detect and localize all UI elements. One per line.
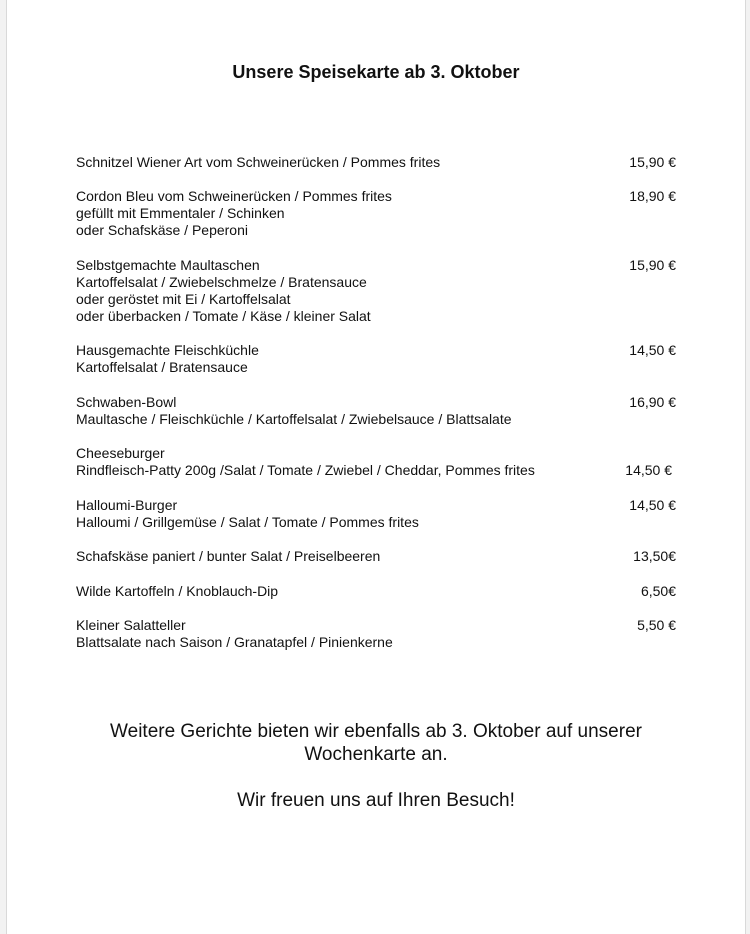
- item-description: Kartoffelsalat / Bratensauce: [76, 359, 248, 375]
- item-price: 14,50 €: [629, 497, 676, 513]
- menu-item-wilde-kartoffeln: [76, 583, 676, 600]
- item-description: Halloumi / Grillgemüse / Salat / Tomate / Pommes frites: [76, 514, 419, 530]
- item-description: Kartoffelsalat / Zwiebelschmelze / Bratensauce: [76, 274, 367, 290]
- footer-note: [7, 720, 745, 766]
- item-name: Kleiner Salatteller: [76, 617, 186, 633]
- page-title: Unsere Speisekarte ab 3. Oktober: [232, 62, 520, 82]
- item-name: Wilde Kartoffeln / Knoblauch-Dip: [76, 583, 279, 599]
- item-price: 6,50€: [640, 583, 676, 599]
- item-price: 14,50 €: [629, 342, 676, 358]
- item-description: oder überbacken / Tomate / Käse / kleiner Salat: [76, 308, 371, 324]
- item-price: 18,90 €: [629, 188, 676, 204]
- menu-item-fleischkuechle: [76, 342, 676, 376]
- menu-item-schwaben-bowl: [76, 394, 676, 428]
- item-name: Schnitzel Wiener Art vom Schweinerücken / Pommes frites: [76, 154, 441, 170]
- item-name: Schafskäse paniert / bunter Salat / Preiselbeeren: [76, 548, 381, 564]
- item-name: Halloumi-Burger: [76, 497, 178, 513]
- item-name: Schwaben-Bowl: [76, 394, 177, 410]
- footer-line: Wochenkarte an.: [304, 744, 448, 765]
- item-name: Cordon Bleu vom Schweinerücken / Pommes frites: [76, 188, 392, 204]
- menu-item-cheeseburger: [76, 445, 676, 479]
- item-price: 14,50 €: [625, 462, 672, 478]
- item-name: Selbstgemachte Maultaschen: [76, 257, 260, 273]
- item-description: oder Schafskäse / Peperoni: [76, 222, 248, 238]
- item-description: gefüllt mit Emmentaler / Schinken: [76, 205, 285, 221]
- menu-item-cordon-bleu: [76, 188, 676, 239]
- menu-item-maultaschen: [76, 257, 676, 325]
- item-description: Blattsalate nach Saison / Granatapfel / Pinienkerne: [76, 634, 393, 650]
- item-description: oder geröstet mit Ei / Kartoffelsalat: [76, 291, 291, 307]
- footer-greeting: [7, 789, 745, 812]
- menu-item-schnitzel: [76, 154, 676, 171]
- item-name: Hausgemachte Fleischküchle: [76, 342, 259, 358]
- footer-line: Weitere Gerichte bieten wir ebenfalls ab 3. Oktober auf unserer: [110, 721, 642, 742]
- menu-page: [6, 0, 746, 934]
- item-price: 5,50 €: [637, 617, 676, 633]
- item-price: 13,50€: [633, 548, 676, 564]
- item-price: 15,90 €: [629, 257, 676, 273]
- menu-item-halloumi-burger: [76, 497, 676, 531]
- menu-item-salatteller: [76, 617, 676, 651]
- item-name: Cheeseburger: [76, 445, 165, 461]
- item-price: 15,90 €: [629, 154, 676, 170]
- menu-item-schafskaese: [76, 548, 676, 565]
- item-price: 16,90 €: [629, 394, 676, 410]
- item-description: Rindfleisch-Patty 200g /Salat / Tomate / Zwiebel / Cheddar, Pommes frites: [76, 462, 535, 478]
- item-description: Maultasche / Fleischküchle / Kartoffelsalat / Zwiebelsauce / Blattsalate: [76, 411, 512, 427]
- footer-line: Wir freuen uns auf Ihren Besuch!: [237, 790, 515, 811]
